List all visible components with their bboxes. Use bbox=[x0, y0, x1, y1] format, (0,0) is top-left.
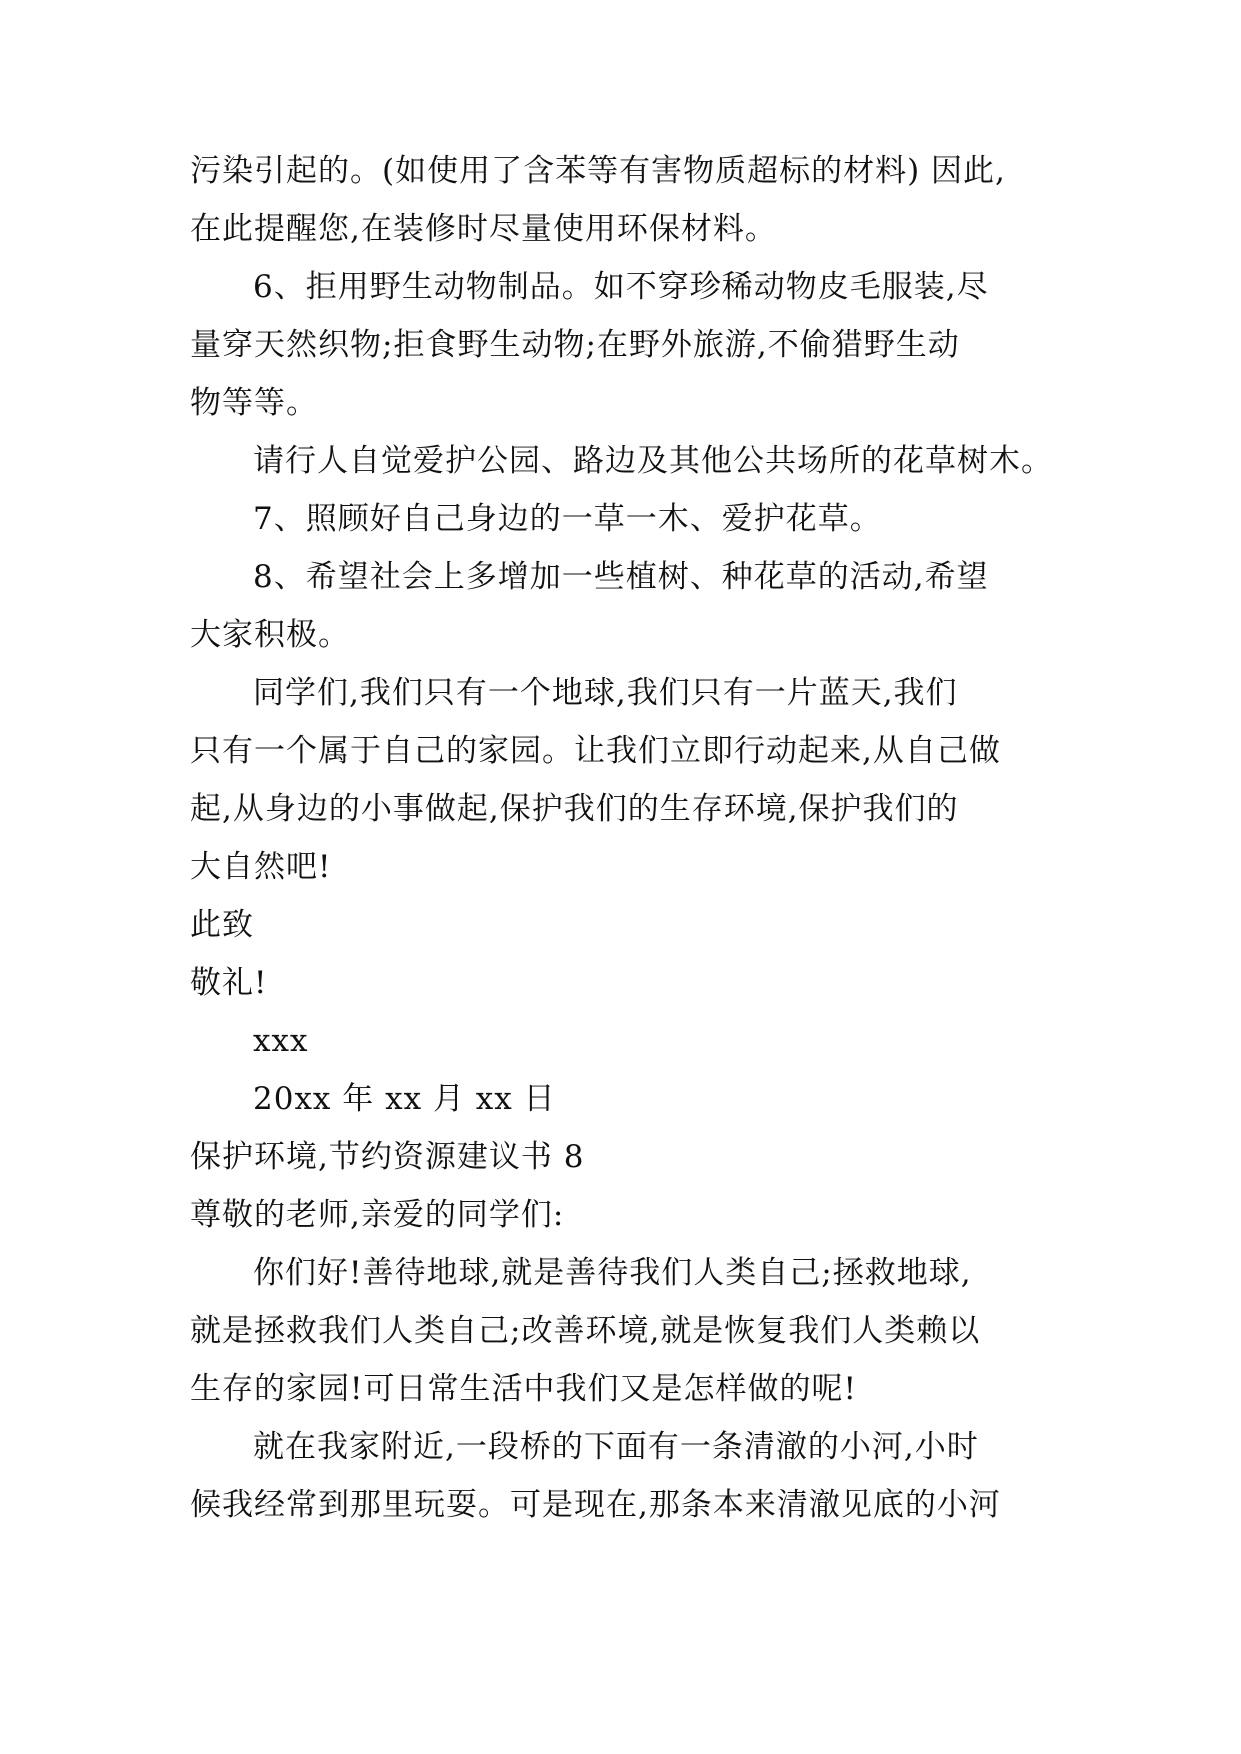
text-line: 你们好!善待地球,就是善待我们人类自己;拯救地球, bbox=[253, 1255, 972, 1291]
text-line: 6、拒用野生动物制品。如不穿珍稀动物皮毛服装,尽 bbox=[253, 269, 989, 305]
text-line: 在此提醒您,在装修时尽量使用环保材料。 bbox=[190, 211, 777, 247]
text-line: 就在我家附近,一段桥的下面有一条清澈的小河,小时 bbox=[253, 1429, 979, 1465]
text-line: 候我经常到那里玩耍。可是现在,那条本来清澈见底的小河 bbox=[190, 1487, 1001, 1523]
text-line: 大自然吧! bbox=[190, 849, 332, 885]
text-line: 就是拯救我们人类自己;改善环境,就是恢复我们人类赖以 bbox=[190, 1313, 981, 1349]
text-line: 量穿天然织物;拒食野生动物;在野外旅游,不偷猎野生动 bbox=[190, 327, 960, 363]
section-title: 保护环境,节约资源建议书 8 bbox=[190, 1139, 585, 1175]
text-line: 起,从身边的小事做起,保护我们的生存环境,保护我们的 bbox=[190, 791, 959, 827]
text-line: 7、照顾好自己身边的一草一木、爱护花草。 bbox=[253, 501, 882, 537]
text-line: 污染引起的。(如使用了含苯等有害物质超标的材料) 因此, bbox=[190, 153, 1006, 189]
greeting: 尊敬的老师,亲爱的同学们: bbox=[190, 1197, 565, 1233]
text-line: 请行人自觉爱护公园、路边及其他公共场所的花草树木。 bbox=[253, 443, 1053, 479]
date-line: 20xx 年 xx 月 xx 日 bbox=[253, 1081, 556, 1117]
text-line: 只有一个属于自己的家园。让我们立即行动起来,从自己做 bbox=[190, 733, 1001, 769]
text-line: 物等等。 bbox=[190, 385, 318, 421]
closing-salutation: 此致 bbox=[190, 907, 254, 943]
text-line: 同学们,我们只有一个地球,我们只有一片蓝天,我们 bbox=[253, 675, 958, 711]
text-line: 8、希望社会上多增加一些植树、种花草的活动,希望 bbox=[253, 559, 989, 595]
text-line: 大家积极。 bbox=[190, 617, 350, 653]
closing-regards: 敬礼! bbox=[190, 965, 268, 1001]
text-line: 生存的家园!可日常生活中我们又是怎样做的呢! bbox=[190, 1371, 857, 1407]
signature: xxx bbox=[253, 1023, 309, 1059]
